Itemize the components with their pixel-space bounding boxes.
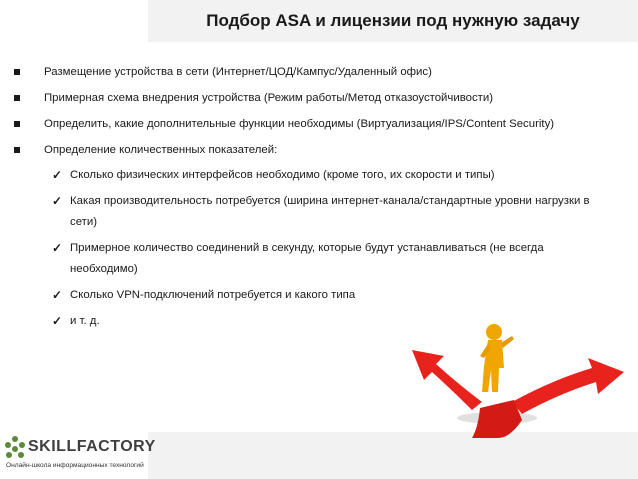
- checkmark-icon: ✓: [52, 168, 63, 182]
- check-item: [12, 191, 622, 233]
- slide-content: [12, 62, 622, 337]
- skillfactory-logo-icon: [4, 434, 26, 460]
- check-item: [12, 165, 622, 186]
- checkmark-icon: ✓: [52, 194, 63, 208]
- skillfactory-logo: [4, 432, 156, 476]
- check-item: [12, 285, 622, 306]
- person-at-crossroads-arrows-icon: [402, 310, 628, 440]
- check-item: [12, 238, 622, 280]
- check-text: Сколько физических интерфейсов необходимо (кроме того, их скорости и типы): [70, 169, 495, 181]
- check-text: и т. д.: [70, 315, 100, 327]
- bullet-item: [12, 114, 622, 135]
- checkmark-icon: ✓: [52, 314, 63, 328]
- square-bullet-icon: [14, 69, 20, 75]
- sub-list: [12, 165, 622, 332]
- slide-title: Подбор ASA и лицензии под нужную задачу: [206, 11, 580, 30]
- check-text: Примерное количество соединений в секунду, которые будут устанавливаться (не всегда необходимо): [70, 242, 544, 275]
- logo-tagline: Онлайн-школа информационных технологий: [6, 462, 144, 469]
- logo-brand: SKILLFACTORY: [28, 438, 156, 455]
- check-text: Сколько VPN-подключений потребуется и какого типа: [70, 289, 356, 301]
- square-bullet-icon: [14, 147, 20, 153]
- bullet-item: [12, 62, 622, 83]
- bullet-text: Определение количественных показателей:: [44, 144, 278, 156]
- bullet-text: Размещение устройства в сети (Интернет/ЦОД/Кампус/Удаленный офис): [44, 66, 432, 78]
- bullet-item: [12, 88, 622, 109]
- checkmark-icon: ✓: [52, 241, 63, 255]
- square-bullet-icon: [14, 95, 20, 101]
- bullet-text: Примерная схема внедрения устройства (Режим работы/Метод отказоустойчивости): [44, 92, 494, 104]
- check-text: Какая производительность потребуется (ширина интернет-канала/стандартные уровни нагрузки в сети): [70, 195, 590, 228]
- bullet-item: [12, 140, 622, 161]
- checkmark-icon: ✓: [52, 288, 63, 302]
- square-bullet-icon: [14, 121, 20, 127]
- bullet-text: Определить, какие дополнительные функции необходимы (Виртуализация/IPS/Content Security): [44, 118, 555, 130]
- title-bar: [148, 0, 638, 42]
